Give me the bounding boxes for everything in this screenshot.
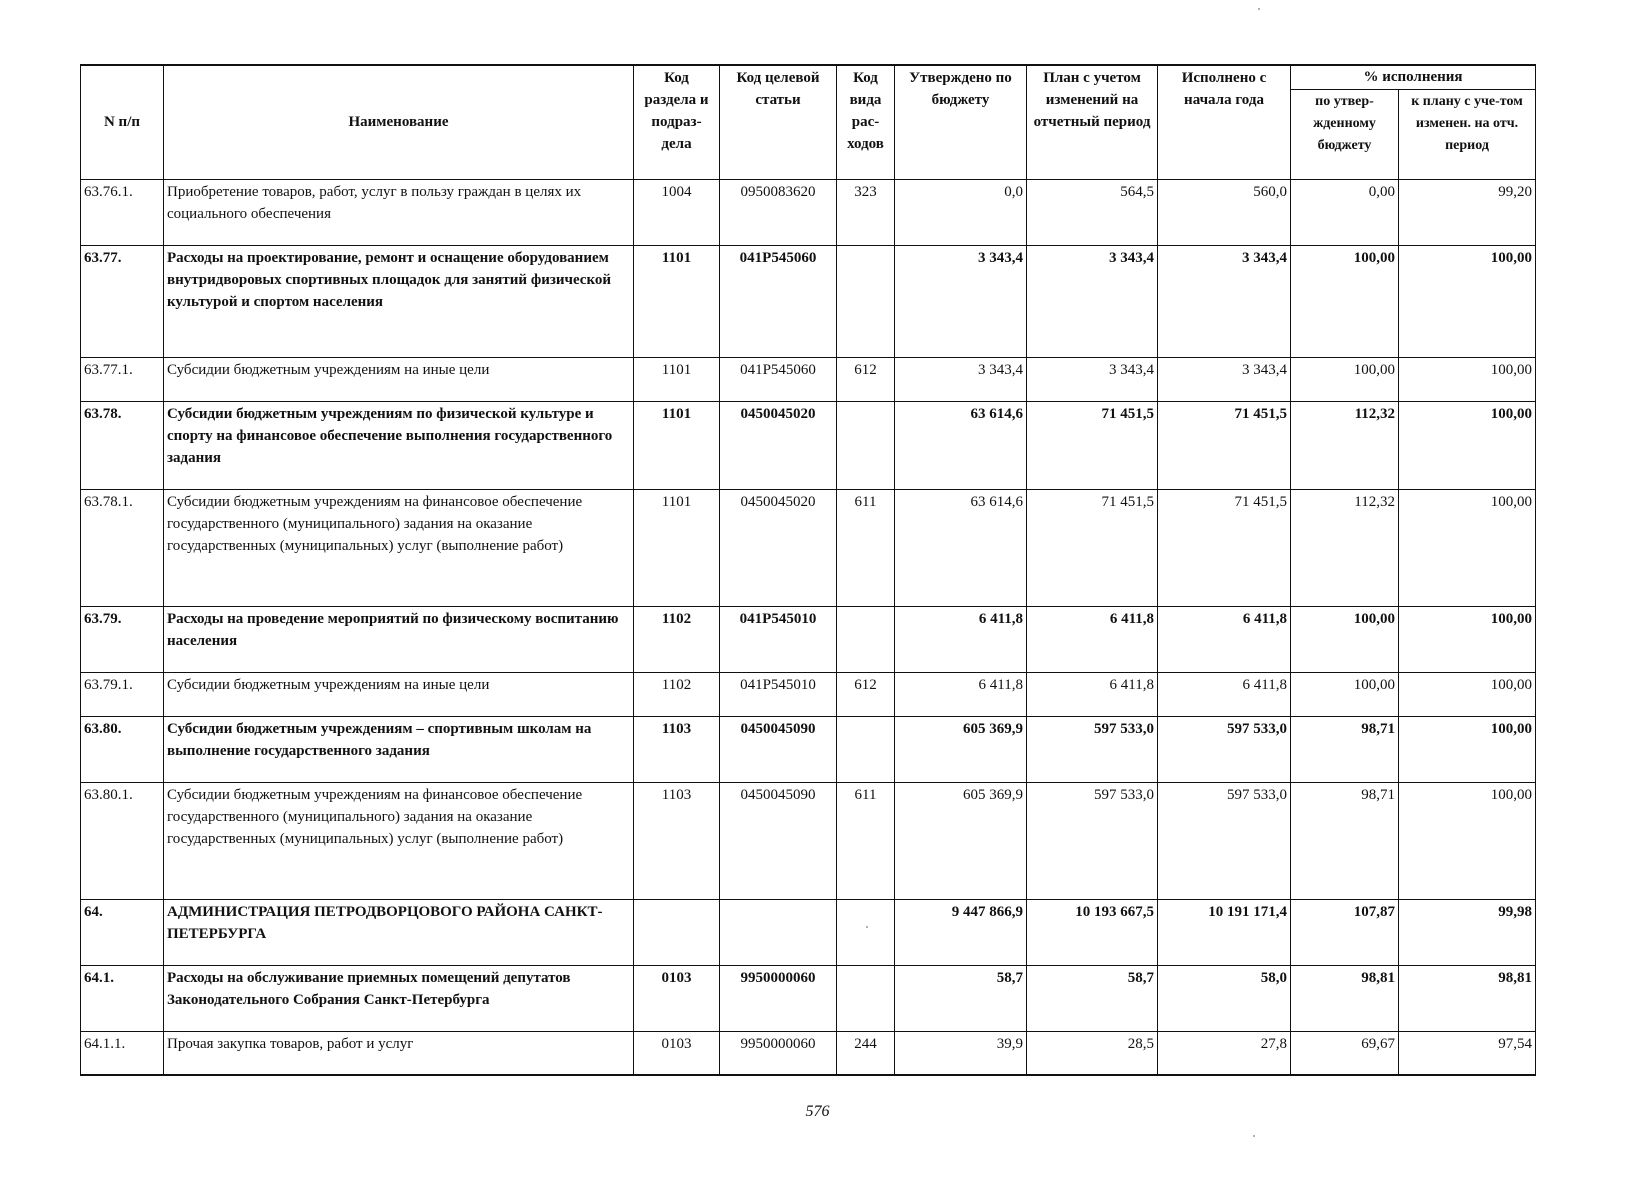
cell-target-code: 0450045020 [720,489,837,606]
cell-percent-budget: 0,00 [1291,179,1399,245]
cell-num: 63.80. [81,716,164,782]
table-row [81,965,1536,1031]
cell-target-code: 9950000060 [720,965,837,1031]
header-approved: Утверждено по бюджету [895,65,1027,179]
table-row [81,606,1536,672]
cell-plan: 10 193 667,5 [1027,899,1158,965]
cell-name: Прочая закупка товаров, работ и услуг [164,1031,634,1075]
cell-target-code: 9950000060 [720,1031,837,1075]
cell-plan: 28,5 [1027,1031,1158,1075]
cell-num: 63.80.1. [81,782,164,899]
cell-num: 63.77. [81,245,164,357]
budget-execution-table [80,64,1536,1076]
header-percent-group: % исполнения [1291,65,1536,89]
cell-percent-plan: 100,00 [1399,357,1536,401]
cell-approved: 605 369,9 [895,716,1027,782]
cell-percent-budget: 100,00 [1291,672,1399,716]
cell-percent-plan: 100,00 [1399,672,1536,716]
cell-target-code: 041P545010 [720,672,837,716]
cell-target-code: 041P545010 [720,606,837,672]
cell-executed: 71 451,5 [1158,401,1291,489]
cell-executed: 71 451,5 [1158,489,1291,606]
cell-plan: 3 343,4 [1027,357,1158,401]
cell-target-code: 0950083620 [720,179,837,245]
cell-percent-budget: 98,71 [1291,782,1399,899]
table-row [81,245,1536,357]
cell-plan: 71 451,5 [1027,401,1158,489]
cell-section-code: 1101 [634,245,720,357]
cell-approved: 9 447 866,9 [895,899,1027,965]
cell-percent-budget: 100,00 [1291,357,1399,401]
cell-name: Субсидии бюджетным учреждениям по физической культуре и спорту на финансовое обеспечение выполнения государственного задания [164,401,634,489]
cell-percent-plan: 100,00 [1399,401,1536,489]
cell-num: 63.78. [81,401,164,489]
cell-plan: 71 451,5 [1027,489,1158,606]
cell-executed: 597 533,0 [1158,716,1291,782]
cell-name: АДМИНИСТРАЦИЯ ПЕТРОДВОРЦОВОГО РАЙОНА САНКТ-ПЕТЕРБУРГА [164,899,634,965]
scan-speck [1253,1135,1255,1137]
cell-percent-budget: 112,32 [1291,489,1399,606]
cell-num: 63.79.1. [81,672,164,716]
cell-section-code: 0103 [634,965,720,1031]
table-row [81,179,1536,245]
cell-section-code: 1103 [634,782,720,899]
cell-section-code: 1102 [634,672,720,716]
cell-approved: 6 411,8 [895,672,1027,716]
cell-section-code [634,899,720,965]
cell-expense-type [837,716,895,782]
cell-num: 63.78.1. [81,489,164,606]
table-row [81,401,1536,489]
scan-speck [866,926,868,928]
cell-percent-plan: 100,00 [1399,606,1536,672]
cell-name: Приобретение товаров, работ, услуг в пользу граждан в целях их социального обеспечения [164,179,634,245]
cell-section-code: 1101 [634,489,720,606]
cell-executed: 6 411,8 [1158,672,1291,716]
cell-expense-type: 611 [837,782,895,899]
header-target-code: Код целевой статьи [720,65,837,179]
header-plan: План с учетом изменений на отчетный период [1027,65,1158,179]
cell-name: Расходы на обслуживание приемных помещений депутатов Законодательного Собрания Санкт-Петербурга [164,965,634,1031]
header-name: Наименование [164,65,634,179]
cell-section-code: 1103 [634,716,720,782]
table-header [81,65,1536,179]
cell-approved: 63 614,6 [895,489,1027,606]
cell-approved: 58,7 [895,965,1027,1031]
cell-percent-budget: 69,67 [1291,1031,1399,1075]
table-row [81,899,1536,965]
cell-approved: 0,0 [895,179,1027,245]
cell-percent-plan: 100,00 [1399,245,1536,357]
cell-name: Субсидии бюджетным учреждениям на иные цели [164,672,634,716]
cell-percent-budget: 100,00 [1291,606,1399,672]
cell-name: Субсидии бюджетным учреждениям на финансовое обеспечение государственного (муниципального) задания на оказание государственных (муниципальных) услуг (выполнение работ) [164,489,634,606]
header-executed: Исполнено с начала года [1158,65,1291,179]
cell-num: 64.1. [81,965,164,1031]
cell-expense-type: 244 [837,1031,895,1075]
cell-percent-plan: 100,00 [1399,489,1536,606]
cell-executed: 6 411,8 [1158,606,1291,672]
page-number: 576 [805,1103,830,1120]
cell-percent-budget: 98,81 [1291,965,1399,1031]
header-expense-type: Код вида рас-ходов [837,65,895,179]
header-percent-plan: к плану с уче-том изменен. на отч. период [1399,89,1536,179]
cell-expense-type: 323 [837,179,895,245]
scan-speck [1258,8,1260,10]
cell-name: Расходы на проведение мероприятий по физическому воспитанию населения [164,606,634,672]
table-row [81,716,1536,782]
table-row [81,782,1536,899]
cell-expense-type [837,606,895,672]
cell-section-code: 1101 [634,401,720,489]
table-row [81,489,1536,606]
cell-plan: 597 533,0 [1027,782,1158,899]
cell-target-code: 041P545060 [720,245,837,357]
cell-percent-plan: 99,98 [1399,899,1536,965]
cell-expense-type: 612 [837,357,895,401]
cell-expense-type [837,965,895,1031]
cell-target-code [720,899,837,965]
cell-approved: 605 369,9 [895,782,1027,899]
table-row [81,672,1536,716]
cell-num: 64. [81,899,164,965]
cell-percent-budget: 98,71 [1291,716,1399,782]
cell-executed: 27,8 [1158,1031,1291,1075]
table-row [81,1031,1536,1075]
cell-percent-budget: 112,32 [1291,401,1399,489]
cell-percent-plan: 100,00 [1399,716,1536,782]
cell-plan: 597 533,0 [1027,716,1158,782]
cell-section-code: 1101 [634,357,720,401]
table-body [81,179,1536,1075]
cell-plan: 3 343,4 [1027,245,1158,357]
cell-num: 64.1.1. [81,1031,164,1075]
cell-approved: 63 614,6 [895,401,1027,489]
cell-num: 63.79. [81,606,164,672]
cell-approved: 3 343,4 [895,357,1027,401]
cell-name: Расходы на проектирование, ремонт и оснащение оборудованием внутридворовых спортивных площадок для занятий физической культурой и спортом населения [164,245,634,357]
cell-expense-type [837,401,895,489]
cell-approved: 3 343,4 [895,245,1027,357]
cell-executed: 10 191 171,4 [1158,899,1291,965]
cell-expense-type: 612 [837,672,895,716]
cell-percent-plan: 97,54 [1399,1031,1536,1075]
cell-plan: 58,7 [1027,965,1158,1031]
cell-name: Субсидии бюджетным учреждениям на иные цели [164,357,634,401]
cell-percent-plan: 100,00 [1399,782,1536,899]
cell-target-code: 0450045090 [720,716,837,782]
cell-name: Субсидии бюджетным учреждениям на финансовое обеспечение государственного (муниципального) задания на оказание государственных (муниципальных) услуг (выполнение работ) [164,782,634,899]
cell-num: 63.76.1. [81,179,164,245]
cell-approved: 6 411,8 [895,606,1027,672]
cell-target-code: 0450045020 [720,401,837,489]
cell-executed: 58,0 [1158,965,1291,1031]
cell-section-code: 1004 [634,179,720,245]
cell-section-code: 0103 [634,1031,720,1075]
cell-expense-type [837,245,895,357]
cell-plan: 564,5 [1027,179,1158,245]
cell-name: Субсидии бюджетным учреждениям – спортивным школам на выполнение государственного задания [164,716,634,782]
cell-executed: 3 343,4 [1158,357,1291,401]
cell-percent-budget: 107,87 [1291,899,1399,965]
cell-expense-type: 611 [837,489,895,606]
cell-percent-budget: 100,00 [1291,245,1399,357]
cell-executed: 560,0 [1158,179,1291,245]
header-num: N п/п [81,65,164,179]
cell-target-code: 0450045090 [720,782,837,899]
cell-executed: 597 533,0 [1158,782,1291,899]
table-row [81,357,1536,401]
cell-section-code: 1102 [634,606,720,672]
cell-percent-plan: 98,81 [1399,965,1536,1031]
cell-num: 63.77.1. [81,357,164,401]
cell-plan: 6 411,8 [1027,672,1158,716]
cell-target-code: 041P545060 [720,357,837,401]
cell-percent-plan: 99,20 [1399,179,1536,245]
header-percent-budget: по утвер-жденному бюджету [1291,89,1399,179]
cell-approved: 39,9 [895,1031,1027,1075]
header-section-code: Код раздела и подраз-дела [634,65,720,179]
cell-plan: 6 411,8 [1027,606,1158,672]
cell-expense-type [837,899,895,965]
cell-executed: 3 343,4 [1158,245,1291,357]
